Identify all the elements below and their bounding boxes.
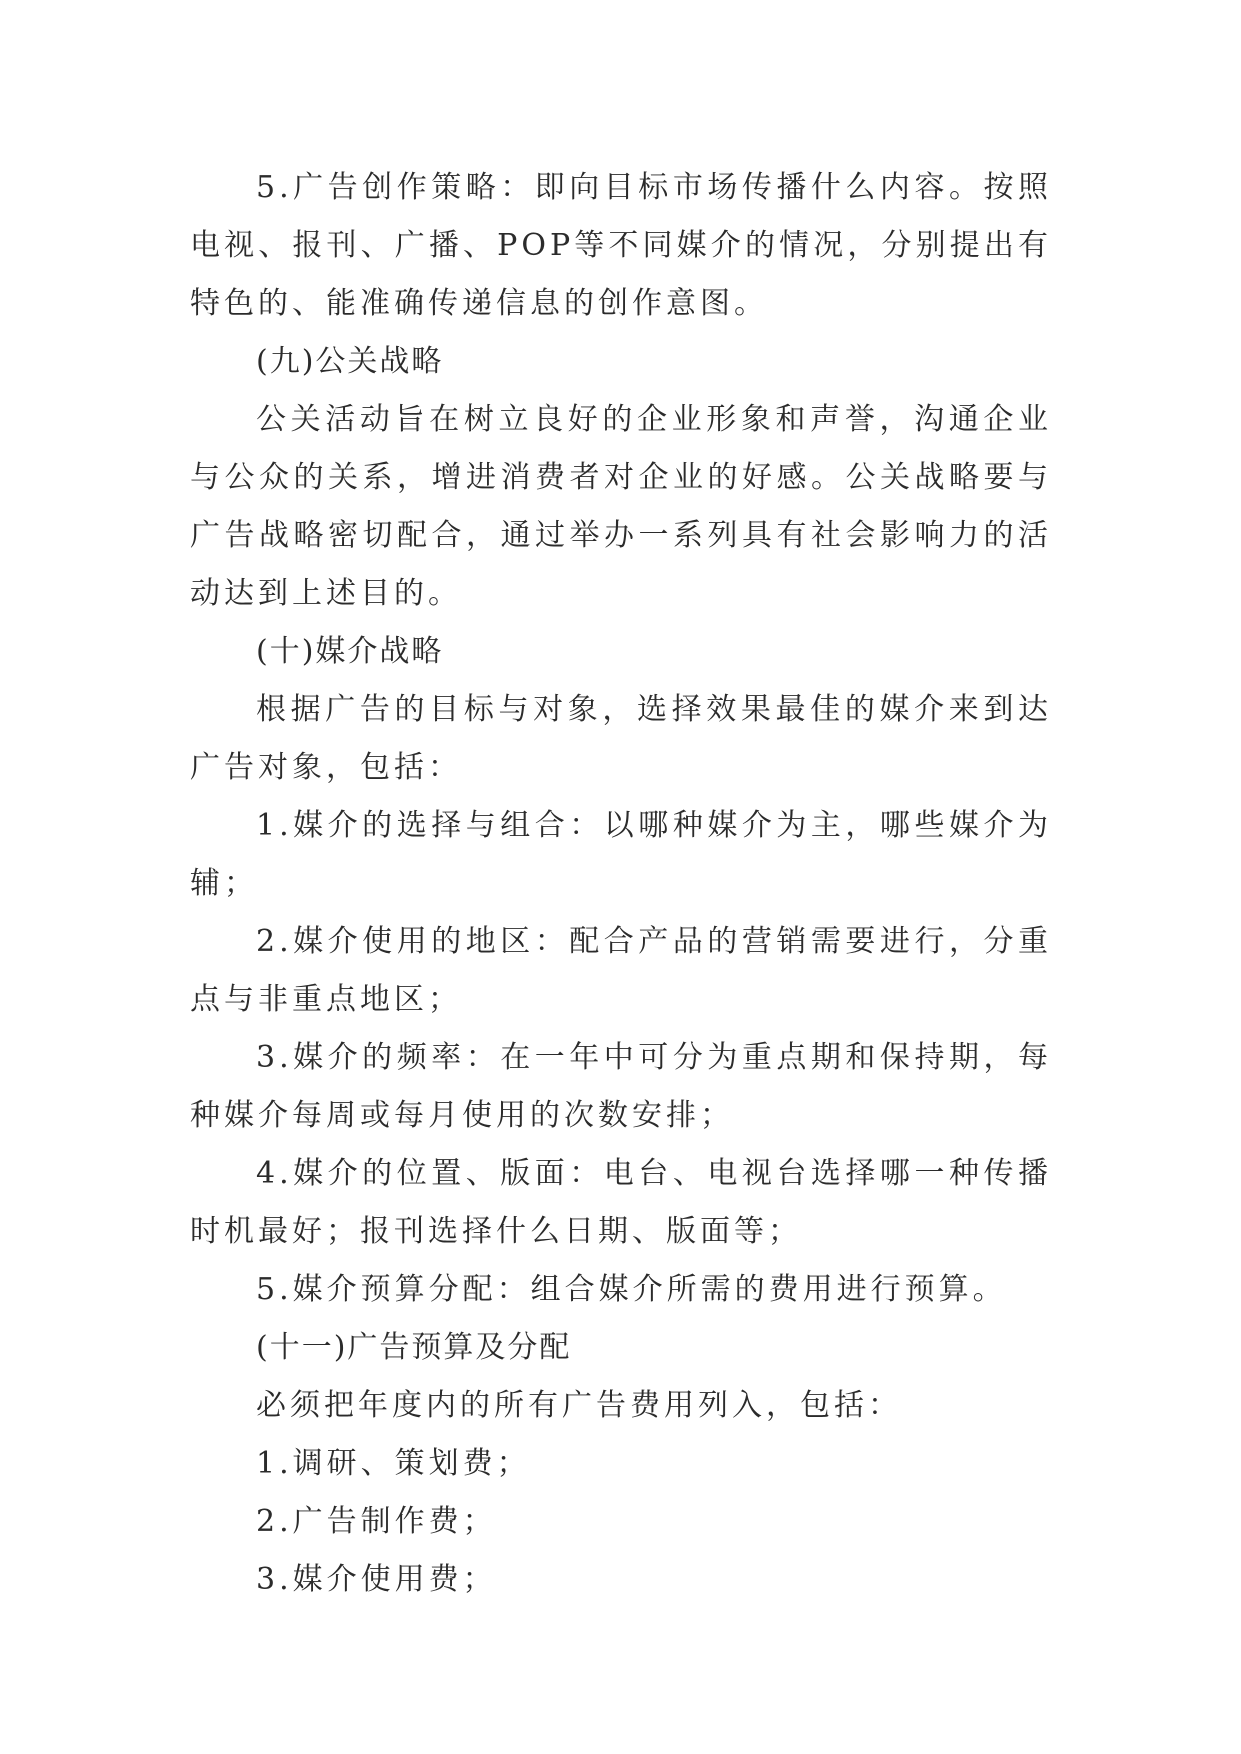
list-item-media-5: 5.媒介预算分配：组合媒介所需的费用进行预算。: [256, 1272, 1007, 1307]
paragraph-creative-strategy: 5.广告创作策略：即向目标市场传播什么内容。按照电视、报刊、广播、POP等不同媒介的情况，分别提出有特色的、能准确传递信息的创作意图。: [190, 170, 1052, 321]
paragraph-media-body: 根据广告的目标与对象，选择效果最佳的媒介来到达广告对象，包括：: [190, 692, 1052, 785]
section-heading-budget: (十一)广告预算及分配: [256, 1330, 572, 1365]
list-item-media-3: 3.媒介的频率：在一年中可分为重点期和保持期，每种媒介每周或每月使用的次数安排；: [190, 1040, 1052, 1133]
document-body: [190, 159, 1052, 1609]
list-item-media-4: 4.媒介的位置、版面：电台、电视台选择哪一种传播时机最好；报刊选择什么日期、版面等；: [190, 1156, 1052, 1249]
list-item-budget-1: 1.调研、策划费；: [256, 1446, 531, 1481]
section-heading-pr-strategy: (九)公关战略: [256, 344, 444, 379]
list-item-budget-2: 2.广告制作费；: [256, 1504, 497, 1539]
list-item-media-1: 1.媒介的选择与组合：以哪种媒介为主，哪些媒介为辅；: [190, 808, 1052, 901]
list-item-media-2: 2.媒介使用的地区：配合产品的营销需要进行，分重点与非重点地区；: [190, 924, 1052, 1017]
paragraph-budget-body: 必须把年度内的所有广告费用列入，包括：: [256, 1388, 902, 1423]
section-heading-media-strategy: (十)媒介战略: [256, 634, 444, 669]
paragraph-pr-body: 公关活动旨在树立良好的企业形象和声誉，沟通企业与公众的关系，增进消费者对企业的好感。公关战略要与广告战略密切配合，通过举办一系列具有社会影响力的活动达到上述目的。: [190, 402, 1052, 611]
list-item-budget-3: 3.媒介使用费；: [256, 1562, 497, 1597]
